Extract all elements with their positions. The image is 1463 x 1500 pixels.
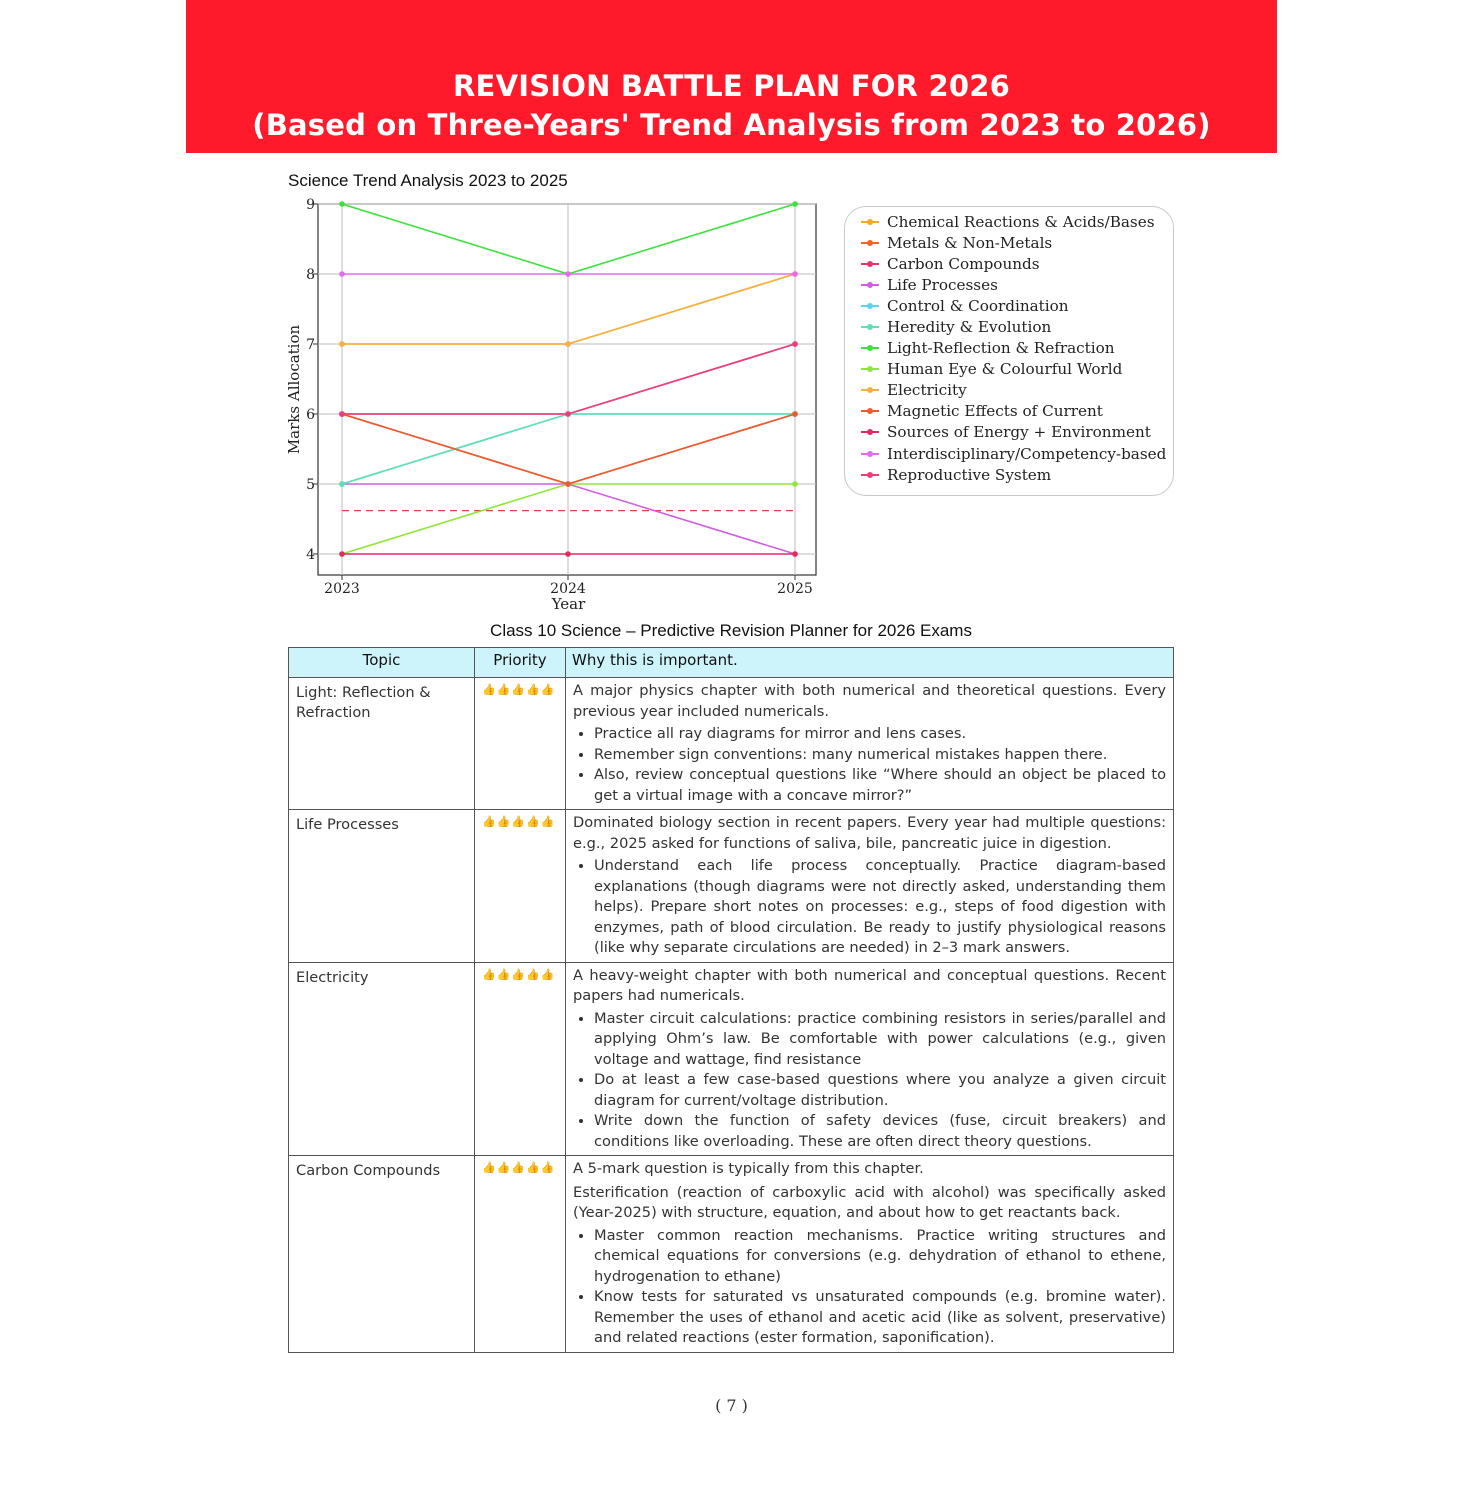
banner-title: REVISION BATTLE PLAN FOR 2026	[453, 69, 1010, 103]
legend-item	[861, 359, 1173, 380]
data-point	[565, 481, 571, 487]
legend-label: Sources of Energy + Environment	[887, 423, 1151, 442]
x-tick-label: 2024	[550, 581, 586, 597]
data-point	[792, 551, 798, 557]
banner-subtitle: (Based on Three-Years' Trend Analysis from 2023 to 2026)	[252, 108, 1211, 142]
data-point	[792, 411, 798, 417]
legend-label: Carbon Compounds	[887, 254, 1040, 273]
legend-swatch	[861, 301, 879, 311]
trend-line-chart	[282, 193, 827, 618]
legend-item	[861, 401, 1173, 422]
legend-swatch	[861, 449, 879, 459]
data-point	[792, 341, 798, 347]
legend-swatch	[861, 364, 879, 374]
y-axis-label: Marks Allocation	[285, 324, 303, 455]
y-tick-label: 4	[306, 547, 315, 563]
legend-swatch	[861, 343, 879, 353]
why-paragraph: A heavy-weight chapter with both numerical and conceptual questions. Recent papers had numericals.	[573, 966, 1166, 1004]
bullet-item: • Master common reaction mechanisms. Practice writing structures and chemical equations for conversions (e.g. dehydration of ethanol to ethene, hydrogenation to ethane)	[594, 1226, 1166, 1288]
legend-item	[861, 211, 1173, 232]
bullet-item: • Know tests for saturated vs unsaturated compounds (e.g. bromine water). Remember the uses of ethanol and acetic acid (like as solvent, preservative) and related reactions (ester formation, saponification).	[594, 1287, 1166, 1349]
bullet-item: • Master circuit calculations: practice combining resistors in series/parallel and applying Ohm’s law. Be comfortable with power calculations (e.g., given voltage and wattage, find resistance	[594, 1009, 1166, 1071]
x-tick-label: 2023	[324, 581, 360, 597]
bullet-list	[573, 1226, 1166, 1349]
x-axis-label: Year	[551, 595, 586, 613]
legend-swatch	[861, 322, 879, 332]
header-priority: Priority	[475, 648, 566, 678]
data-point	[792, 271, 798, 277]
priority-thumbs-up-icon: 👍👍👍👍👍	[475, 678, 566, 810]
why-cell	[566, 810, 1174, 963]
bullet-list	[573, 856, 1166, 959]
data-point	[339, 271, 345, 277]
data-point	[339, 411, 345, 417]
bullet-item: • Do at least a few case-based questions where you analyze a given circuit diagram for current/voltage distribution.	[594, 1070, 1166, 1111]
bullet-list	[573, 724, 1166, 806]
bullet-item: • Remember sign conventions: many numerical mistakes happen there.	[594, 745, 1166, 766]
legend-label: Magnetic Effects of Current	[887, 402, 1103, 421]
legend-item	[861, 422, 1173, 443]
legend-item	[861, 316, 1173, 337]
table-row	[289, 810, 1174, 963]
data-point	[339, 341, 345, 347]
legend-label: Metals & Non-Metals	[887, 233, 1053, 252]
header-why: Why this is important.	[566, 648, 1174, 678]
legend-item	[861, 338, 1173, 359]
why-cell	[566, 678, 1174, 810]
data-point	[565, 411, 571, 417]
bullet-item: • Practice all ray diagrams for mirror and lens cases.	[594, 724, 1166, 745]
why-paragraph: A major physics chapter with both numerical and theoretical questions. Every previous year included numericals.	[573, 682, 1166, 720]
legend-label: Human Eye & Colourful World	[887, 360, 1123, 379]
bullet-list	[573, 1009, 1166, 1153]
plot-frame	[318, 204, 816, 575]
priority-thumbs-up-icon: 👍👍👍👍👍	[475, 810, 566, 963]
legend-label: Life Processes	[887, 275, 998, 294]
priority-thumbs-up-icon: 👍👍👍👍👍	[475, 962, 566, 1156]
why-paragraph: Esterification (reaction of carboxylic acid with alcohol) was specifically asked (Year-2025) with structure, equation, and about how to get reactants back.	[573, 1183, 1166, 1221]
why-cell	[566, 1156, 1174, 1353]
y-tick-label: 8	[306, 267, 315, 283]
why-cell	[566, 962, 1174, 1156]
legend-swatch	[861, 385, 879, 395]
why-paragraph: A 5-mark question is typically from this chapter.	[573, 1160, 924, 1177]
bullet-item: • Write down the function of safety devices (fuse, circuit breakers) and conditions like overloading. These are often direct theory questions.	[594, 1111, 1166, 1152]
legend-swatch	[861, 280, 879, 290]
legend-label: Chemical Reactions & Acids/Bases	[887, 212, 1155, 231]
topic-cell: Carbon Compounds	[289, 1156, 475, 1353]
data-point	[565, 271, 571, 277]
revision-planner-table	[288, 647, 1174, 1353]
y-tick-label: 5	[306, 477, 315, 493]
data-point	[565, 551, 571, 557]
data-point	[792, 201, 798, 207]
legend-swatch	[861, 238, 879, 248]
page-number: ( 7 )	[715, 1396, 748, 1415]
legend-label: Interdisciplinary/Competency-based	[887, 444, 1167, 463]
legend-label: Light-Reflection & Refraction	[887, 339, 1115, 358]
legend-swatch	[861, 406, 879, 416]
legend-item	[861, 295, 1173, 316]
data-point	[339, 481, 345, 487]
legend-item	[861, 464, 1173, 485]
header-topic: Topic	[289, 648, 475, 678]
table-row	[289, 678, 1174, 810]
data-point	[339, 201, 345, 207]
data-point	[339, 551, 345, 557]
why-paragraph: Dominated biology section in recent papers. Every year had multiple questions: e.g., 2025 asked for functions of saliva, bile, pancreatic juice in digestion.	[573, 814, 1166, 852]
legend-item	[861, 253, 1173, 274]
legend-swatch	[861, 427, 879, 437]
header-banner	[186, 0, 1277, 153]
topic-cell: Electricity	[289, 962, 475, 1156]
topic-cell: Life Processes	[289, 810, 475, 963]
legend-swatch	[861, 259, 879, 269]
table-row	[289, 962, 1174, 1156]
legend-item	[861, 274, 1173, 295]
legend-swatch	[861, 217, 879, 227]
legend-label: Control & Coordination	[887, 296, 1069, 315]
legend-swatch	[861, 470, 879, 480]
chart-title: Science Trend Analysis 2023 to 2025	[288, 171, 568, 190]
legend-label: Electricity	[887, 381, 967, 400]
priority-thumbs-up-icon: 👍👍👍👍👍	[475, 1156, 566, 1353]
legend-label: Heredity & Evolution	[887, 318, 1052, 337]
data-point	[792, 481, 798, 487]
table-row	[289, 1156, 1174, 1353]
y-tick-label: 6	[306, 407, 315, 423]
legend-label: Reproductive System	[887, 465, 1052, 484]
topic-cell: Light: Reflection & Refraction	[289, 678, 475, 810]
x-tick-label: 2025	[777, 581, 813, 597]
y-tick-label: 7	[306, 337, 315, 353]
legend-item	[861, 443, 1173, 464]
table-title: Class 10 Science – Predictive Revision Planner for 2026 Exams	[490, 621, 972, 640]
chart-legend	[844, 206, 1174, 496]
y-tick-label: 9	[306, 197, 315, 213]
bullet-item: • Understand each life process conceptually. Practice diagram-based explanations (though diagrams were not directly asked, understanding them helps). Prepare short notes on processes: e.g., steps of food digestion with enzymes, path of blood circulation. Be ready to justify physiological reasons (like why separate circulations are needed) in 2–3 mark answers.	[594, 856, 1166, 959]
legend-item	[861, 380, 1173, 401]
table-header-row	[289, 648, 1174, 678]
bullet-item: • Also, review conceptual questions like “Where should an object be placed to get a virtual image with a concave mirror?”	[594, 765, 1166, 806]
legend-item	[861, 232, 1173, 253]
data-point	[565, 341, 571, 347]
